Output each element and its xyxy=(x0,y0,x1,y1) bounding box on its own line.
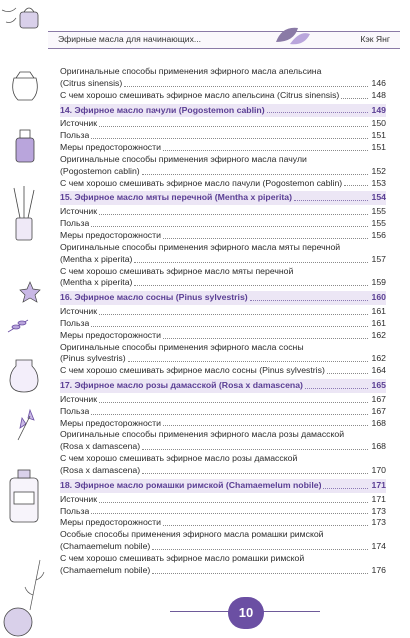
toc-entry-text: Польза xyxy=(60,505,90,516)
toc-entry[interactable] xyxy=(60,78,386,90)
dot-leader xyxy=(91,226,368,227)
toc-page-number: 162 xyxy=(371,329,386,340)
toc-page-number: 167 xyxy=(371,393,386,404)
dot-leader xyxy=(134,285,368,286)
toc-entry[interactable] xyxy=(60,218,386,230)
running-header xyxy=(48,31,400,49)
toc-page-number: 164 xyxy=(371,365,386,376)
toc-page-number: 155 xyxy=(371,218,386,229)
toc-entry-text: Источник xyxy=(60,306,98,317)
toc-entry-continuation: (Pinus sylvestris) xyxy=(60,353,126,364)
toc-page-number: 151 xyxy=(371,142,386,153)
toc-entry-continuation: (Pogostemon cablin) xyxy=(60,165,140,176)
flower-icon xyxy=(18,410,34,440)
dot-leader xyxy=(152,549,368,550)
toc-entry[interactable] xyxy=(60,465,386,477)
toc-page-number: 148 xyxy=(371,89,386,100)
toc-entry-text: Польза xyxy=(60,218,90,229)
toc-entry[interactable] xyxy=(60,506,386,518)
dot-leader xyxy=(163,338,368,339)
toc-entry[interactable] xyxy=(60,365,386,377)
flask-icon xyxy=(4,608,32,636)
diffuser-icon xyxy=(20,8,38,28)
dot-leader xyxy=(91,513,368,514)
toc-entry-text: Меры предосторожности xyxy=(60,517,161,528)
dot-leader xyxy=(163,150,368,151)
botanical-illustrations xyxy=(0,0,52,638)
dot-leader xyxy=(267,112,368,113)
dot-leader xyxy=(142,174,368,175)
toc-page-number: 159 xyxy=(371,277,386,288)
toc-page-number: 152 xyxy=(371,165,386,176)
toc-entry-text: Источник xyxy=(60,493,98,504)
dot-leader xyxy=(142,473,368,474)
toc-page-number: 146 xyxy=(371,77,386,88)
toc-page-number: 160 xyxy=(371,292,386,303)
dot-leader xyxy=(327,373,368,374)
toc-page-number: 168 xyxy=(371,441,386,452)
toc-entry-text: Особые способы применения эфирного масла ромашки римской xyxy=(60,529,324,540)
dot-leader xyxy=(250,300,368,301)
toc-entry[interactable] xyxy=(60,166,386,178)
section-title: 18. Эфирное масло ромашки римской (Chamaemelum nobile) xyxy=(60,479,322,490)
dot-leader xyxy=(91,326,368,327)
dot-leader xyxy=(99,126,368,127)
toc-page-number: 171 xyxy=(371,479,386,490)
dot-leader xyxy=(134,262,368,263)
toc-entry-continuation: (Mentha x piperita) xyxy=(60,253,133,264)
toc-section-heading[interactable] xyxy=(60,379,386,393)
toc-entry-text: Меры предосторожности xyxy=(60,329,161,340)
toc-entry[interactable] xyxy=(60,277,386,289)
toc-entry-text: С чем хорошо смешивать эфирное масло ромашки римской xyxy=(60,552,305,563)
dot-leader xyxy=(91,414,368,415)
header-author: Кэк Янг xyxy=(360,34,390,44)
toc-entry-text: Польза xyxy=(60,130,90,141)
toc-entry-text: Меры предосторожности xyxy=(60,142,161,153)
toc-entry-continuation: (Rosa x damascena) xyxy=(60,441,141,452)
toc-page-number: 161 xyxy=(371,317,386,328)
toc-page-number: 154 xyxy=(371,192,386,203)
bottle-icon xyxy=(16,130,34,162)
toc-entry-text: Оригинальные способы применения эфирного масла пачули xyxy=(60,153,307,164)
toc-entry-text: Источник xyxy=(60,118,98,129)
toc-entry-continuation: (Chamaemelum nobile) xyxy=(60,564,151,575)
toc-section-heading[interactable] xyxy=(60,291,386,305)
toc-entry[interactable] xyxy=(60,406,386,418)
toc-entry[interactable] xyxy=(60,142,386,154)
toc-entry[interactable] xyxy=(60,418,386,430)
toc-section-heading[interactable] xyxy=(60,479,386,493)
dot-leader xyxy=(152,573,368,574)
lavender-icon xyxy=(8,320,28,332)
leaf-icon xyxy=(2,8,16,23)
toc-page-number: 155 xyxy=(371,206,386,217)
dot-leader xyxy=(163,525,368,526)
toc-page-number: 173 xyxy=(371,505,386,516)
toc-entry-text: Оригинальные способы применения эфирного масла мяты перечной xyxy=(60,241,341,252)
toc-entry-continuation: (Chamaemelum nobile) xyxy=(60,541,151,552)
star-anise-icon xyxy=(20,282,40,302)
toc-entry[interactable] xyxy=(60,306,386,318)
toc-page-number: 170 xyxy=(371,465,386,475)
dot-leader xyxy=(163,425,368,426)
section-title: 16. Эфирное масло сосны (Pinus sylvestris) xyxy=(60,292,248,303)
toc-entry[interactable] xyxy=(60,130,386,142)
toc-entry-text: Источник xyxy=(60,393,98,404)
toc-entry-text: С чем хорошо смешивать эфирное масло розы дамасской xyxy=(60,453,298,464)
dot-leader xyxy=(163,238,368,239)
toc-entry[interactable] xyxy=(60,206,386,218)
toc-entry-text: Источник xyxy=(60,206,98,217)
toc-page-number: 157 xyxy=(371,253,386,264)
toc-section-heading[interactable] xyxy=(60,104,386,118)
toc-entry-text: С чем хорошо смешивать эфирное масло пачули (Pogostemon cablin) xyxy=(60,177,343,188)
leaf-ornament-icon xyxy=(272,22,312,50)
toc-page-number: 174 xyxy=(371,541,386,552)
toc-page-number: 165 xyxy=(371,380,386,391)
dot-leader xyxy=(124,86,368,87)
labeled-bottle-icon xyxy=(10,470,38,522)
toc-entry-text: Оригинальные способы применения эфирного масла розы дамасской xyxy=(60,429,345,440)
toc-entry-text: С чем хорошо смешивать эфирное масло мяты перечной xyxy=(60,265,294,276)
herb-sprig-icon xyxy=(25,560,44,610)
toc-entry[interactable] xyxy=(60,90,386,102)
dot-leader xyxy=(344,185,368,186)
toc-entry[interactable] xyxy=(60,178,386,190)
toc-page-number: 149 xyxy=(371,104,386,115)
dot-leader xyxy=(341,98,368,99)
toc-entry-continuation: (Mentha x piperita) xyxy=(60,277,133,288)
dot-leader xyxy=(99,502,368,503)
header-book-title: Эфирные масла для начинающих... xyxy=(58,34,202,44)
toc-entry-continuation: (Rosa x damascena) xyxy=(60,465,141,475)
jar-icon xyxy=(10,360,38,392)
toc-entry[interactable] xyxy=(60,318,386,330)
toc-entry[interactable] xyxy=(60,441,386,453)
toc-sections xyxy=(60,104,386,577)
toc-page-number: 162 xyxy=(371,353,386,364)
toc-page-number: 151 xyxy=(371,130,386,141)
toc-entry-text: Меры предосторожности xyxy=(60,417,161,428)
toc-entry-text: Оригинальные способы применения эфирного масла сосны xyxy=(60,341,304,352)
page-number-badge: 10 xyxy=(228,597,264,629)
section-title: 17. Эфирное масло розы дамасской (Rosa x damascena) xyxy=(60,380,303,391)
section-title: 15. Эфирное масло мяты перечной (Mentha x piperita) xyxy=(60,192,292,203)
toc-page-number: 173 xyxy=(371,517,386,528)
pouch-icon xyxy=(13,72,38,100)
toc-page-number: 176 xyxy=(371,564,386,575)
table-of-contents xyxy=(60,66,386,577)
dot-leader xyxy=(99,402,368,403)
dot-leader xyxy=(91,138,368,139)
toc-page-number: 153 xyxy=(371,177,386,188)
dot-leader xyxy=(294,200,368,201)
toc-entry[interactable] xyxy=(60,541,386,553)
toc-entry-text: Меры предосторожности xyxy=(60,229,161,240)
toc-entry[interactable] xyxy=(60,330,386,342)
toc-entry[interactable] xyxy=(60,353,386,365)
dot-leader xyxy=(323,488,368,489)
toc-page-number: 167 xyxy=(371,405,386,416)
toc-entry[interactable] xyxy=(60,565,386,577)
toc-entry[interactable] xyxy=(60,230,386,242)
toc-page-number: 161 xyxy=(371,306,386,317)
toc-entry-text: (Citrus sinensis) xyxy=(60,77,123,88)
dot-leader xyxy=(305,388,368,389)
section-title: 14. Эфирное масло пачули (Pogostemon cablin) xyxy=(60,104,265,115)
toc-entry-text: С чем хорошо смешивать эфирное масло апельсина (Citrus sinensis) xyxy=(60,89,340,100)
toc-page-number: 156 xyxy=(371,229,386,240)
toc-entry[interactable] xyxy=(60,494,386,506)
toc-page-number: 150 xyxy=(371,118,386,129)
dot-leader xyxy=(128,361,368,362)
toc-section-heading[interactable] xyxy=(60,191,386,205)
toc-entry-text: Польза xyxy=(60,405,90,416)
toc-page-number: 171 xyxy=(371,493,386,504)
dot-leader xyxy=(142,449,368,450)
toc-entry[interactable] xyxy=(60,517,386,529)
toc-entry[interactable] xyxy=(60,118,386,130)
toc-line: Оригинальные способы применения эфирного масла апельсина xyxy=(60,66,322,76)
dot-leader xyxy=(99,314,368,315)
toc-entry-text: С чем хорошо смешивать эфирное масло сосны (Pinus sylvestris) xyxy=(60,365,325,376)
toc-page-number: 168 xyxy=(371,417,386,428)
toc-entry[interactable] xyxy=(60,394,386,406)
toc-entry-text: Польза xyxy=(60,317,90,328)
reed-diffuser-icon xyxy=(14,186,34,240)
dot-leader xyxy=(99,214,368,215)
toc-entry[interactable] xyxy=(60,254,386,266)
